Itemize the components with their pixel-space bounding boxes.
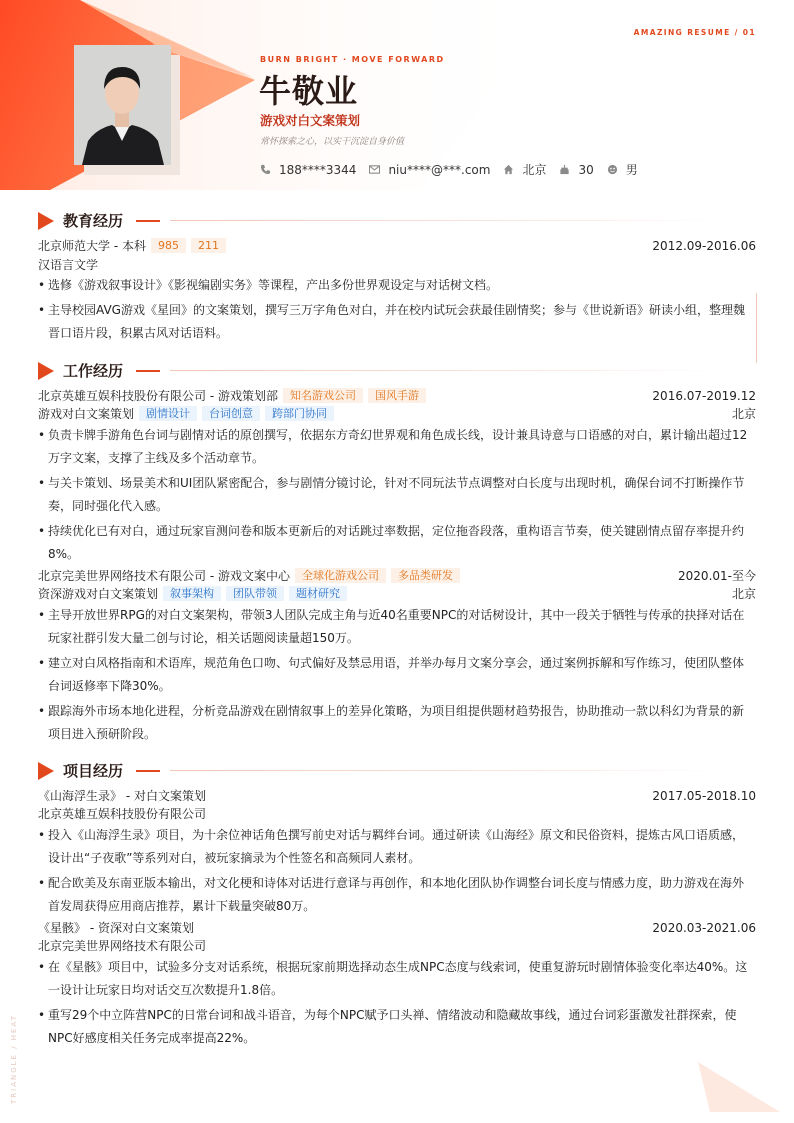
section-divider (170, 220, 720, 221)
project-org-row (38, 805, 756, 824)
work-header (38, 387, 756, 406)
phone-icon (260, 164, 271, 175)
list-item: • 配合欧美及东南亚版本输出，对文化梗和诗体对话进行意译与再创作，和本地化团队协作调整台词长度与情感力度，助力游戏在海外首发周获得应用商店推荐，累计下载量突破80万。 (38, 876, 745, 913)
person-photo (74, 45, 171, 165)
list-item: • 主导校园AVG游戏《星回》的文案策划，撰写三万字角色对白，并在校内试玩会获最佳剧情奖；参与《世说新语》研读小组，整理魏晋口语片段，积累古风对话语料。 (38, 303, 745, 340)
school-name: 北京师范大学 - 本科 (38, 239, 146, 253)
corner-decoration (690, 1060, 794, 1123)
education-header (38, 237, 756, 256)
company-tag: 国风手游 (368, 388, 426, 403)
section-dash (136, 220, 160, 222)
list-item: • 与关卡策划、场景美术和UI团队紧密配合，参与剧情分镜讨论，针对不同玩法节点调整对白长度与出现时机，确保台词不打断操作节奏，同时强化代入感。 (38, 476, 745, 513)
section-divider (170, 770, 720, 771)
skill-tag: 台词创意 (202, 406, 260, 421)
avatar (74, 45, 171, 165)
gender: 男 (625, 163, 638, 177)
section-education (38, 211, 756, 231)
section-divider (170, 370, 720, 371)
contact-city (503, 161, 546, 178)
project-org: 北京完美世界网络技术有限公司 (38, 939, 207, 953)
list-item: • 选修《游戏叙事设计》《影视编剧实务》等课程，产出多份世界观设定与对话树文档。 (38, 278, 499, 292)
education-major-row (38, 256, 756, 275)
mail-icon (369, 165, 380, 174)
section-projects (38, 761, 756, 781)
user-icon (607, 164, 618, 175)
position-title: 资深游戏对白文案策划 (38, 587, 159, 601)
section-work (38, 361, 756, 381)
project-name: 《星骸》 - 资深对白文案策划 (38, 921, 194, 935)
age: 30 (578, 162, 594, 177)
section-triangle-icon (38, 362, 54, 380)
company-name: 北京英雄互娱科技股份有限公司 - 游戏策划部 (38, 389, 278, 403)
contact-email (369, 163, 490, 177)
company-tag: 知名游戏公司 (283, 388, 363, 403)
motto: 常怀探索之心，以实干沉淀自身价值 (260, 137, 405, 147)
skill-tag: 跨部门协同 (265, 406, 334, 421)
work-location: 北京 (731, 587, 756, 601)
contact-phone (260, 163, 356, 177)
page-label: AMAZING RESUME / 01 (633, 28, 756, 37)
project-period: 2020.03-2021.06 (652, 921, 756, 935)
side-text: TRIANGLE / HEAT (10, 1014, 18, 1104)
job-title: 游戏对白文案策划 (260, 113, 361, 128)
project-header (38, 787, 756, 806)
education-period: 2012.09-2016.06 (652, 239, 756, 253)
home-icon (503, 164, 514, 175)
position-title: 游戏对白文案策划 (38, 407, 135, 421)
work-title-row (38, 405, 756, 424)
list-item: • 主导开放世界RPG的对白文案架构，带领3人团队完成主角与近40名重要NPC的对话树设计，其中一段关于牺牲与传承的抉择对话在玩家社群引发大量二创与讨论，相关话题阅读量超150万。 (38, 608, 745, 645)
list-item: • 投入《山海浮生录》项目，为十余位神话角色撰写前史对话与羁绊台词。通过研读《山海经》原文和民俗资料，提炼古风口语质感，设计出“子夜歌”等系列对白，被玩家摘录为个性签名和高频同人素材。 (38, 828, 745, 865)
list-item: • 建立对白风格指南和术语库，规范角色口吻、句式偏好及禁忌用语，并举办每月文案分享会，通过案例拆解和写作练习，使团队整体台词返修率下降30%。 (38, 656, 745, 693)
section-title: 工作经历 (63, 362, 124, 380)
contact-age (559, 163, 593, 177)
project-name: 《山海浮生录》 - 对白文案策划 (38, 789, 206, 803)
work-period: 2016.07-2019.12 (652, 389, 756, 403)
section-triangle-icon (38, 212, 54, 230)
company-name: 北京完美世界网络技术有限公司 - 游戏文案中心 (38, 569, 290, 583)
project-header (38, 919, 756, 938)
section-dash (136, 370, 160, 372)
section-dash (136, 770, 160, 772)
accent-line (756, 293, 757, 363)
list-item: • 在《星骸》项目中，试验多分支对话系统，根据玩家前期选择动态生成NPC态度与线索词，使重复游玩时剧情体验变化率达40%。这一设计让玩家日均对话交互次数提升1.8倍。 (38, 960, 748, 997)
work-header (38, 567, 756, 586)
contact-gender (607, 161, 638, 178)
city: 北京 (522, 163, 547, 177)
phone-number: 188****3344 (279, 162, 357, 177)
skill-tag: 题材研究 (289, 586, 347, 601)
project-org-row (38, 937, 756, 956)
major: 汉语言文学 (38, 258, 99, 272)
list-item: • 持续优化已有对白，通过玩家盲测问卷和版本更新后的对话跳过率数据，定位拖沓段落，重构语言节奏，使关键剧情点留存率提升约8%。 (38, 524, 745, 561)
list-item: • 重写29个中立阵营NPC的日常台词和战斗语音，为每个NPC赋予口头禅、情绪波动和隐藏故事线，通过台词彩蛋激发社群探索，使NPC好感度相关任务完成率提高22%。 (38, 1008, 737, 1045)
company-tag: 全球化游戏公司 (295, 568, 386, 583)
work-title-row (38, 585, 756, 604)
skill-tag: 叙事架构 (163, 586, 221, 601)
school-tag: 985 (151, 238, 186, 253)
list-item: • 跟踪海外市场本地化进程，分析竞品游戏在剧情叙事上的差异化策略，为项目组提供题材趋势报告，协助推动一款以科幻为背景的新项目进入预研阶段。 (38, 704, 745, 741)
list-item: • 负责卡牌手游角色台词与剧情对话的原创撰写，依据东方奇幻世界观和角色成长线，设计兼具诗意与口语感的对白，累计输出超过12万字文案，支撑了主线及多个活动章节。 (38, 428, 748, 465)
contact-bar (260, 161, 651, 178)
email-address: niu****@***.com (388, 162, 491, 177)
project-period: 2017.05-2018.10 (652, 789, 756, 803)
section-triangle-icon (38, 762, 54, 780)
skill-tag: 剧情设计 (139, 406, 197, 421)
skill-tag: 团队带领 (226, 586, 284, 601)
cake-icon (559, 164, 570, 175)
project-org: 北京英雄互娱科技股份有限公司 (38, 807, 207, 821)
slogan: BURN BRIGHT · MOVE FORWARD (260, 55, 445, 64)
section-title: 项目经历 (63, 762, 124, 780)
work-period: 2020.01-至今 (678, 569, 756, 583)
section-title: 教育经历 (63, 212, 124, 230)
school-tag: 211 (191, 238, 226, 253)
person-name: 牛敬业 (259, 72, 359, 110)
work-location: 北京 (731, 407, 756, 421)
company-tag: 多品类研发 (391, 568, 460, 583)
